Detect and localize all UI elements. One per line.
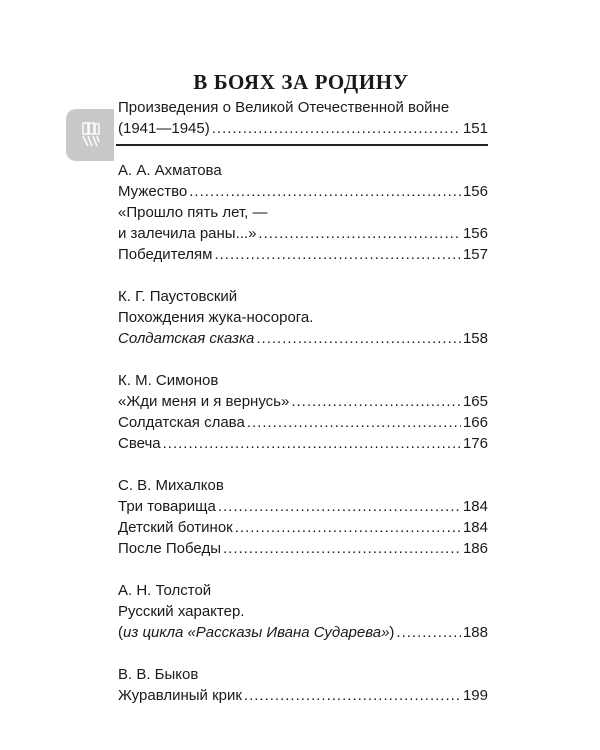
paren-open: ( xyxy=(118,624,123,641)
entry-title: Победителям xyxy=(118,246,213,263)
intro-line: Произведения о Великой Отечественной войне xyxy=(118,99,450,116)
leader-dots xyxy=(163,433,461,454)
entry-title: После Победы xyxy=(118,540,221,557)
leader-dots xyxy=(218,496,461,517)
author-block xyxy=(118,580,488,643)
page-number: 184 xyxy=(462,519,488,536)
page-number: 156 xyxy=(462,225,488,242)
leader-dots xyxy=(258,223,461,244)
toc-entry xyxy=(118,328,488,349)
page-number: 158 xyxy=(462,330,488,347)
page-number: 157 xyxy=(462,246,488,263)
leader-dots xyxy=(223,538,461,559)
intro-entry-row xyxy=(118,118,488,139)
leader-dots xyxy=(189,181,461,202)
page-number: 156 xyxy=(462,183,488,200)
page-number: 151 xyxy=(462,120,488,137)
section-title: В БОЯХ ЗА РОДИНУ xyxy=(193,70,409,94)
entry-title-line: «Прошло пять лет, — xyxy=(118,204,268,221)
entry-title-line: Русский характер. xyxy=(118,603,245,620)
entry-title: Солдатская сказка xyxy=(118,330,255,347)
entry-title: и залечила раны...» xyxy=(118,225,257,242)
leader-dots xyxy=(212,118,461,139)
toc-entry xyxy=(118,685,488,706)
toc-entry xyxy=(118,391,488,412)
author-block xyxy=(118,370,488,454)
entry-title: Солдатская слава xyxy=(118,414,245,431)
author-block xyxy=(118,160,488,265)
toc-entry xyxy=(118,517,488,538)
author-block xyxy=(118,475,488,559)
toc-entry xyxy=(118,244,488,265)
page-number: 184 xyxy=(462,498,488,515)
author-name: В. В. Быков xyxy=(118,666,199,683)
toc-entry xyxy=(118,496,488,517)
author-name: А. Н. Толстой xyxy=(118,582,212,599)
entry-title: Свеча xyxy=(118,435,161,452)
entry-title xyxy=(118,622,394,643)
books-icon xyxy=(82,122,100,148)
leader-dots xyxy=(291,391,461,412)
section-tab xyxy=(66,109,114,161)
author-block xyxy=(118,664,488,706)
toc-entry xyxy=(118,538,488,559)
leader-dots xyxy=(247,412,461,433)
page-number: 176 xyxy=(462,435,488,452)
entry-title: Три товарища xyxy=(118,498,216,515)
page-number: 199 xyxy=(462,687,488,704)
leader-dots xyxy=(396,622,461,643)
page-number: 166 xyxy=(462,414,488,431)
leader-dots xyxy=(244,685,461,706)
toc-entry xyxy=(118,622,488,643)
entry-title: Детский ботинок xyxy=(118,519,233,536)
cycle-title: из цикла «Рассказы Ивана Сударева» xyxy=(123,624,390,641)
leader-dots xyxy=(235,517,461,538)
table-of-contents xyxy=(118,97,488,706)
page-number: 165 xyxy=(462,393,488,410)
entry-title: Журавлиный крик xyxy=(118,687,242,704)
entry-title-line: Похождения жука-носорога. xyxy=(118,309,314,326)
author-name: К. Г. Паустовский xyxy=(118,288,238,305)
paren-close: ) xyxy=(389,624,395,641)
entry-title: Мужество xyxy=(118,183,188,200)
toc-entry xyxy=(118,181,488,202)
page-number: 186 xyxy=(462,540,488,557)
author-name: А. А. Ахматова xyxy=(118,162,222,179)
page-number: 188 xyxy=(462,624,488,641)
toc-entry xyxy=(118,223,488,244)
entry-title: «Жди меня и я вернусь» xyxy=(118,393,290,410)
toc-entry xyxy=(118,412,488,433)
leader-dots xyxy=(214,244,461,265)
leader-dots xyxy=(256,328,461,349)
author-name: К. М. Симонов xyxy=(118,372,219,389)
intro-title: (1941—1945) xyxy=(118,120,210,137)
author-name: С. В. Михалков xyxy=(118,477,224,494)
author-block xyxy=(118,286,488,349)
toc-entry xyxy=(118,433,488,454)
intro-entry xyxy=(118,97,488,139)
